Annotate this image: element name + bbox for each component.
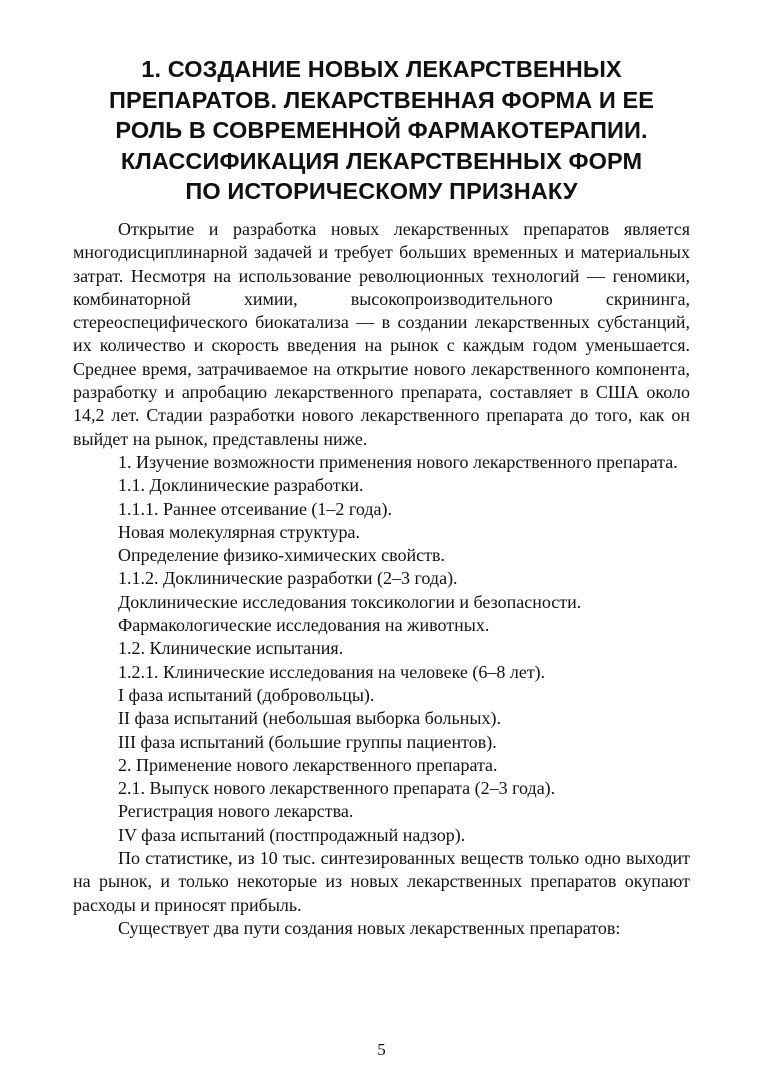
final-paragraph: Существует два пути создания новых лекарственных препаратов: bbox=[118, 917, 621, 938]
list-item: IV фаза испытаний (постпродажный надзор). bbox=[118, 824, 466, 845]
list-item: 2. Применение нового лекарственного препарата. bbox=[118, 754, 498, 775]
list-item: 1.2. Клинические испытания. bbox=[118, 638, 344, 659]
list-item: 1.1. Доклинические разработки. bbox=[118, 475, 364, 496]
list-item: Фармакологические исследования на животных. bbox=[118, 615, 490, 636]
list-item: Определение физико-химических свойств. bbox=[118, 545, 445, 566]
heading-line: РОЛЬ В СОВРЕМЕННОЙ ФАРМАКОТЕРАПИИ. bbox=[115, 117, 648, 143]
list-item: Доклинические исследования токсикологии и безопасности. bbox=[118, 591, 582, 612]
list-item: Новая молекулярная структура. bbox=[118, 521, 360, 542]
heading-line: КЛАССИФИКАЦИЯ ЛЕКАРСТВЕННЫХ ФОРМ bbox=[120, 147, 643, 174]
heading-line: ПРЕПАРАТОВ. ЛЕКАРСТВЕННАЯ ФОРМА И ЕЕ bbox=[108, 86, 655, 113]
intro-paragraph: Открытие и разработка новых лекарственных препаратов является многодисциплинарной задачей и требует больших временных и материальных затрат. Несмотря на использование революционных технологий — геномики, комбинаторной химии, высокопроизводительного скрининга, стереоспецифического биокатализа — в создании лекарственных субстанций, их количество и скорость введения на рынок с каждым годом уменьшается. Среднее время, затрачиваемое на открытие нового лекарственного компонента, разработку и апробацию лекарственного препарата, составляет в США около 14,2 лет. Стадии разработки нового лекарственного препарата до того, как он выйдет на рынок, представлены ниже. bbox=[73, 219, 690, 449]
list-item: III фаза испытаний (большие группы пациентов). bbox=[118, 731, 497, 752]
list-item: I фаза испытаний (добровольцы). bbox=[118, 684, 375, 705]
list-item: II фаза испытаний (небольшая выборка больных). bbox=[118, 708, 501, 729]
heading-line: 1. СОЗДАНИЕ НОВЫХ ЛЕКАРСТВЕННЫХ bbox=[141, 56, 622, 82]
list-item: Регистрация нового лекарства. bbox=[118, 801, 354, 822]
stage-1-paragraph: 1. Изучение возможности применения нового лекарственного препарата. bbox=[118, 451, 678, 472]
section-heading bbox=[60, 54, 703, 207]
list-item: 1.2.1. Клинические исследования на человеке (6–8 лет). bbox=[118, 661, 546, 682]
list-item: 2.1. Выпуск нового лекарственного препарата (2–3 года). bbox=[118, 778, 556, 799]
statistics-paragraph: По статистике, из 10 тыс. синтезированных веществ только одно выходит на рынок, и только некоторые из новых лекарственных препаратов окупают расходы и приносят прибыль. bbox=[73, 848, 690, 915]
body-text bbox=[73, 218, 690, 940]
list-item: 1.1.2. Доклинические разработки (2–3 года). bbox=[118, 568, 458, 589]
page-number: 5 bbox=[377, 1040, 386, 1059]
list-item: 1.1.1. Раннее отсеивание (1–2 года). bbox=[118, 498, 392, 519]
heading-line: ПО ИСТОРИЧЕСКОМУ ПРИЗНАКУ bbox=[185, 178, 578, 204]
